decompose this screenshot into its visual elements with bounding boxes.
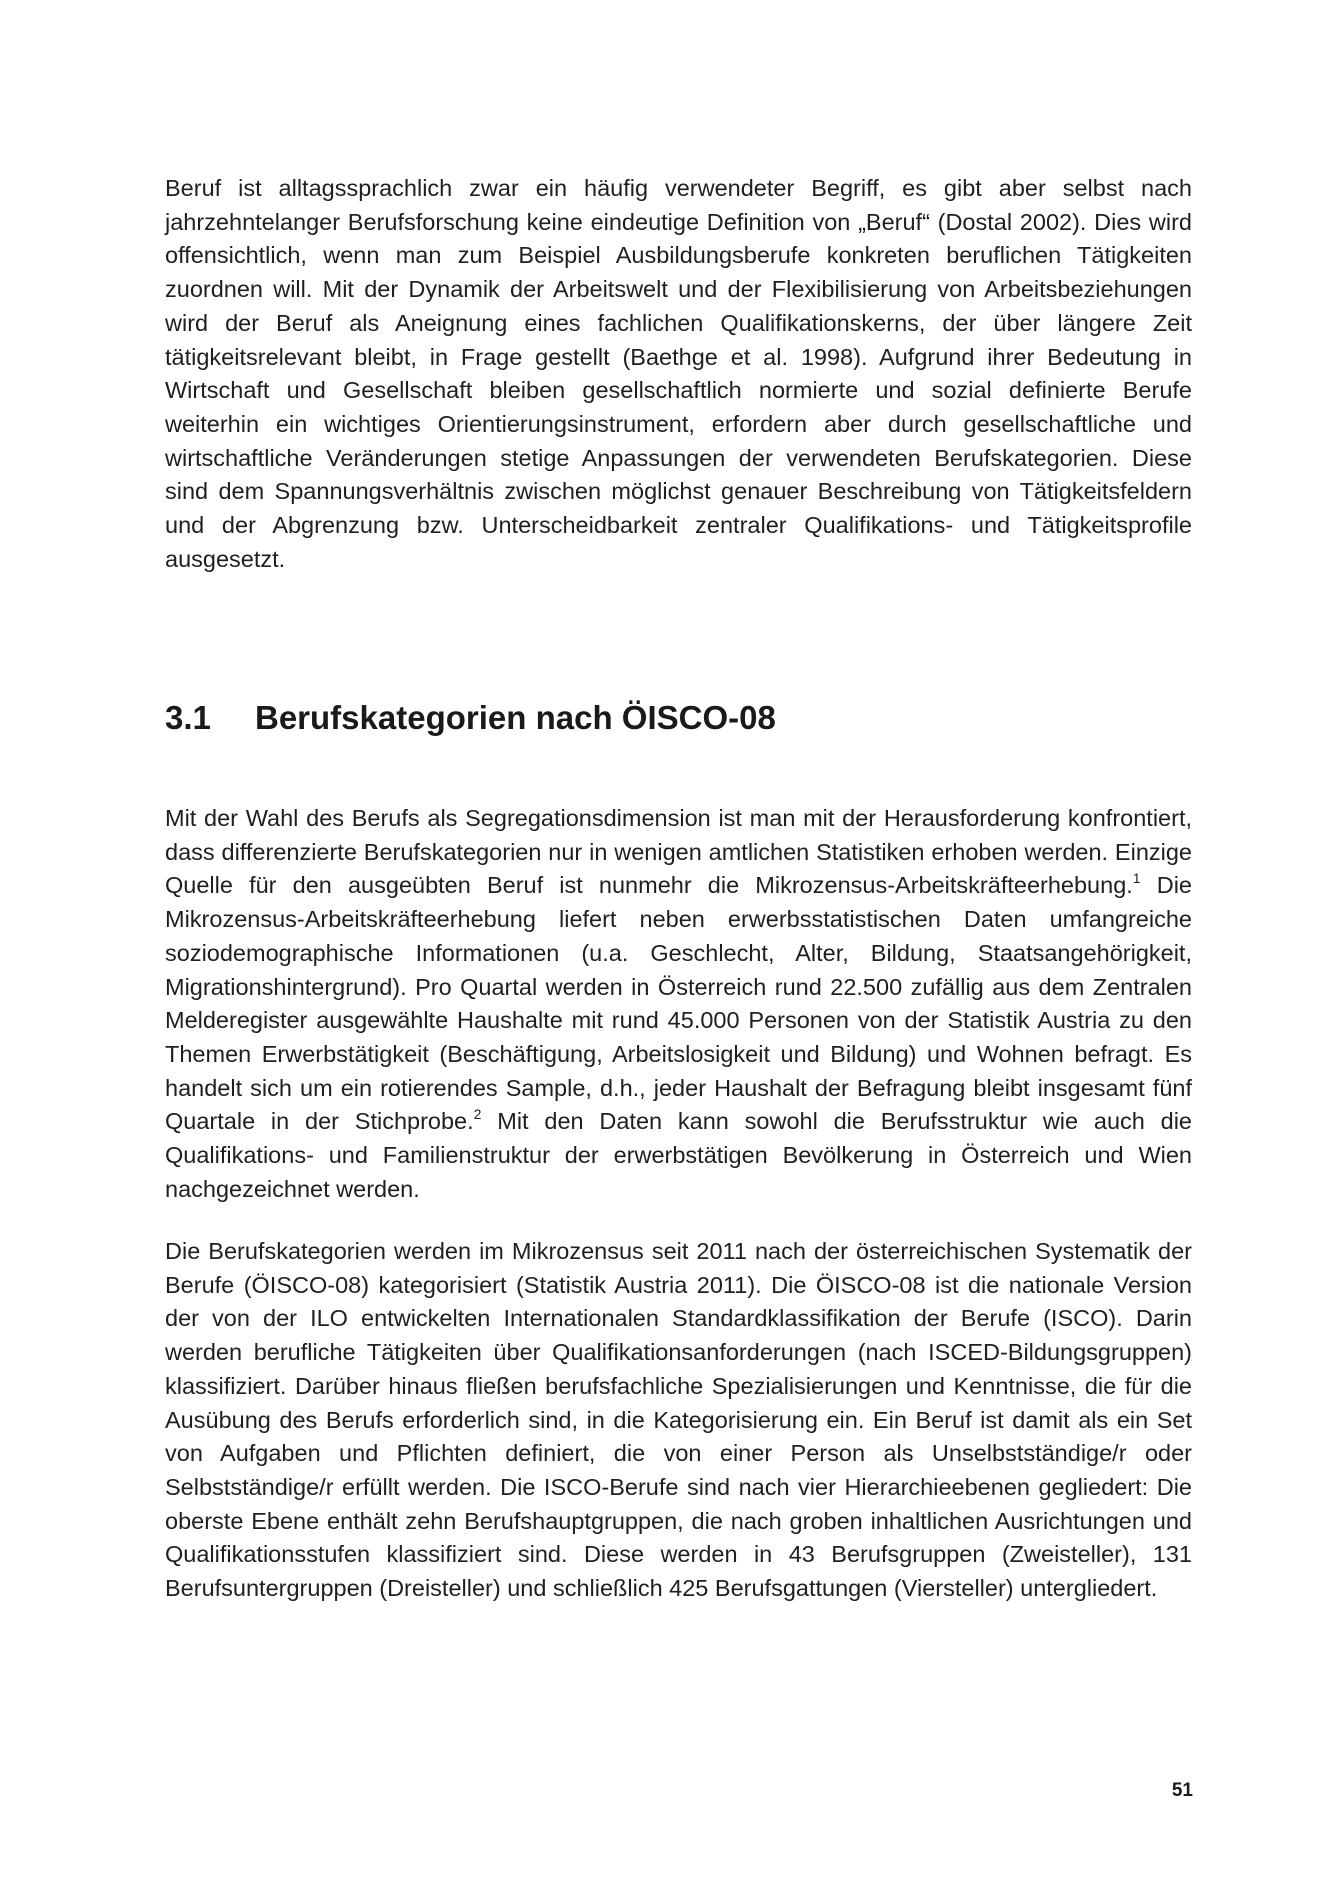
section-heading bbox=[165, 698, 776, 738]
footnote-marker-2[interactable]: 2 bbox=[473, 1105, 482, 1122]
intro-paragraph: Beruf ist alltagssprachlich zwar ein häufig verwendeter Begriff, es gibt aber selbst nach jahrzehntelanger Berufsforschung keine eindeutige Definition von „Beruf“ (Dostal 2002). Dies wird offensichtlich, wenn man zum Beispiel Ausbildungsberufe konkreten beruflichen Tätigkeiten zuordnen will. Mit der Dynamik der Arbeitswelt und der Flexibilisierung von Arbeitsbeziehungen wird der Beruf als Aneignung eines fachlichen Qualifikationskerns, der über längere Zeit tätigkeitsrelevant bleibt, in Frage gestellt (Baethge et al. 1998). Aufgrund ihrer Bedeutung in Wirtschaft und Gesellschaft bleiben gesellschaftlich normierte und sozial definierte Berufe weiterhin ein wichtiges Orientierungsinstrument, erfordern aber durch gesellschaftliche und wirtschaftliche Veränderungen stetige Anpassungen der verwendeten Berufskategorien. Diese sind dem Spannungsverhältnis zwischen möglichst genauer Beschreibung von Tätigkeitsfeldern und der Abgrenzung bzw. Unterscheidbarkeit zentraler Qualifikations- und Tätigkeitsprofile ausgesetzt. bbox=[165, 175, 1192, 572]
footnote-marker-1[interactable]: 1 bbox=[1132, 869, 1141, 886]
isco-paragraph: Die Berufskategorien werden im Mikrozensus seit 2011 nach der österreichischen Systematik der Berufe (ÖISCO-08) kategorisiert (Statistik Austria 2011). Die ÖISCO-08 ist die nationale Version der von der ILO entwickelten Internationalen Standardklassifikation der Berufe (ISCO). Darin werden berufliche Tätigkeiten über Qualifikationsanforderungen (nach ISCED-Bildungsgruppen) klassifiziert. Darüber hinaus fließen berufsfachliche Spezialisierungen und Kenntnisse, die für die Ausübung des Berufs erforderlich sind, in die Kategorisierung ein. Ein Beruf ist damit als ein Set von Aufgaben und Pflichten definiert, die von einer Person als Unselbstständige/r oder Selbstständige/r erfüllt werden. Die ISCO-Berufe sind nach vier Hierarchieebenen gegliedert: Die oberste Ebene enthält zehn Berufshauptgruppen, die nach groben inhaltlichen Ausrichtungen und Qualifikationsstufen klassifiziert sind. Diese werden in 43 Berufsgruppen (Zweisteller), 131 Berufsuntergruppen (Dreisteller) und schließlich 425 Berufsgattungen (Viersteller) untergliedert. bbox=[165, 1238, 1192, 1602]
mikrozensus-text-part1: Mit der Wahl des Berufs als Segregationsdimension ist man mit der Herausforderung konfrontiert, dass differenzierte Berufskategorien nur in wenigen amtlichen Statistiken erhoben werden. Einzige Quelle für den ausgeübten Beruf ist nunmehr die Mikrozensus-Arbeitskräfteerhebung. bbox=[165, 805, 1192, 899]
section-title: Berufskategorien nach ÖISCO-08 bbox=[255, 699, 776, 736]
mikrozensus-text-part2: Die Mikrozensus-Arbeitskräfteerhebung liefert neben erwerbsstatistischen Daten umfangreiche soziodemographische Informationen (u.a. Geschlecht, Alter, Bildung, Staatsangehörigkeit, Migrationshintergrund). Pro Quartal werden in Österreich rund 22.500 zufällig aus dem Zentralen Melderegister ausgewählte Haushalte mit rund 45.000 Personen von der Statistik Austria zu den Themen Erwerbstätigkeit (Beschäftigung, Arbeitslosigkeit und Bildung) und Wohnen befragt. Es handelt sich um ein rotierendes Sample, d.h., jeder Haushalt der Befragung bleibt insgesamt fünf Quartale in der Stichprobe. bbox=[165, 872, 1192, 1135]
mikrozensus-paragraph bbox=[165, 802, 1192, 1206]
mikrozensus-text-part3: Mit den Daten kann sowohl die Berufsstruktur wie auch die Qualifikations- und Familienstruktur der erwerbstätigen Bevölkerung in Österreich und Wien nachgezeichnet werden. bbox=[165, 1108, 1192, 1202]
section-number: 3.1 bbox=[165, 699, 211, 736]
page-number: 51 bbox=[1171, 1780, 1193, 1801]
